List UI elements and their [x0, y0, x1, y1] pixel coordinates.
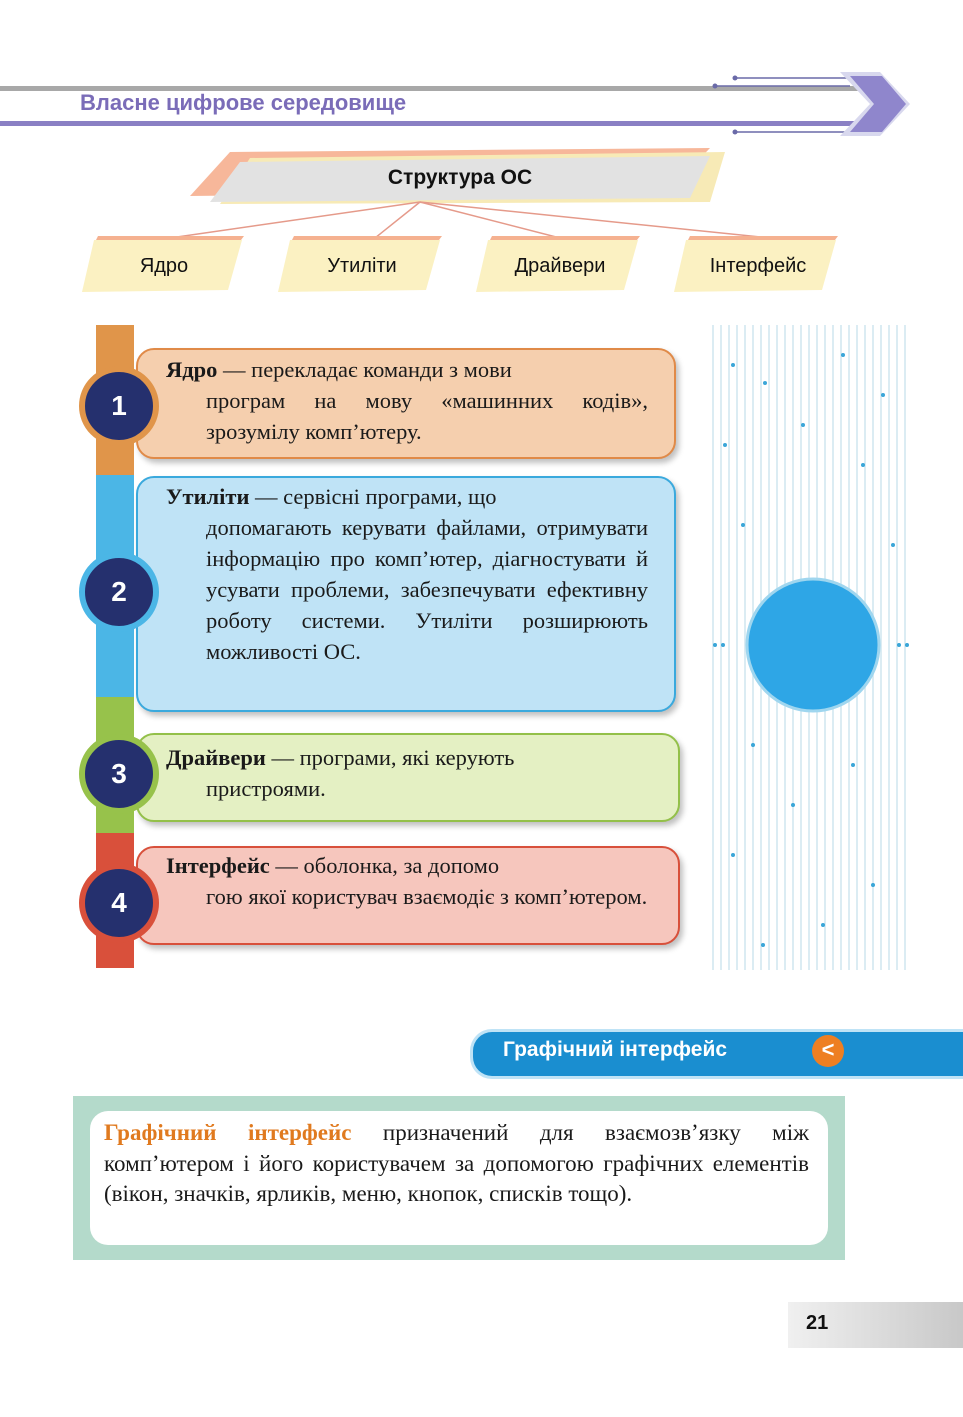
definition-text: [104, 1118, 809, 1210]
header-arrow-icon: [700, 68, 915, 140]
item-line1-kernel: — перекладає команди з мови: [217, 357, 512, 382]
structure-title: Структура ОС: [387, 166, 533, 189]
item-desc-utilities: допомагають керувати файлами, отримувати інформацію про комп’ютер, діагностувати й усувати проблеми, забезпечувати ефективну роботу системи. Утиліти розширюють можливості ОС.: [206, 515, 648, 664]
item-number-3: 3: [79, 734, 159, 814]
definition-body: призначений для взаємозв’язку між комп’ютером і його користувачем за допомогою графічних елементів (вікон, значків, ярликів, меню, кнопок, списків тощо).: [104, 1120, 809, 1206]
item-line1-utilities: — сервісні програми, що: [249, 484, 497, 509]
item-number-1: 1: [79, 366, 159, 446]
section-chevron-left-icon[interactable]: <: [812, 1035, 844, 1067]
item-term-drivers: Драйвери: [166, 745, 266, 770]
section-title: Графічний інтерфейс: [503, 1038, 728, 1061]
item-desc-interface: гою якої користувач взаємодіє з комп’ютером.: [206, 884, 648, 909]
item-number-2: 2: [79, 552, 159, 632]
item-text-utilities: [166, 481, 648, 667]
circuit-board-illustration: [703, 325, 913, 970]
item-desc-drivers: пристроями.: [206, 776, 326, 801]
page-number: 21: [806, 1312, 829, 1334]
structure-tab-drivers: Драйвери: [514, 255, 606, 277]
item-text-interface: [166, 850, 648, 912]
item-term-kernel: Ядро: [166, 357, 218, 382]
definition-term: Графічний інтерфейс: [104, 1120, 352, 1145]
item-term-utilities: Утиліти: [166, 484, 250, 509]
structure-tab-kernel: Ядро: [139, 255, 189, 277]
item-text-drivers: [166, 742, 648, 804]
item-text-kernel: [166, 354, 648, 447]
item-term-interface: Інтерфейс: [166, 853, 270, 878]
structure-tab-utilities: Утиліти: [327, 255, 397, 277]
item-number-4: 4: [79, 863, 159, 943]
structure-tab-interface: Інтерфейс: [709, 255, 807, 277]
item-line1-drivers: — програми, які керують: [265, 745, 515, 770]
header-title: Власне цифрове середовище: [80, 90, 407, 115]
item-line1-interface: — оболонка, за допомо: [269, 853, 500, 878]
item-desc-kernel: програм на мову «машинних кодів», зрозумілу комп’ютеру.: [206, 388, 648, 444]
